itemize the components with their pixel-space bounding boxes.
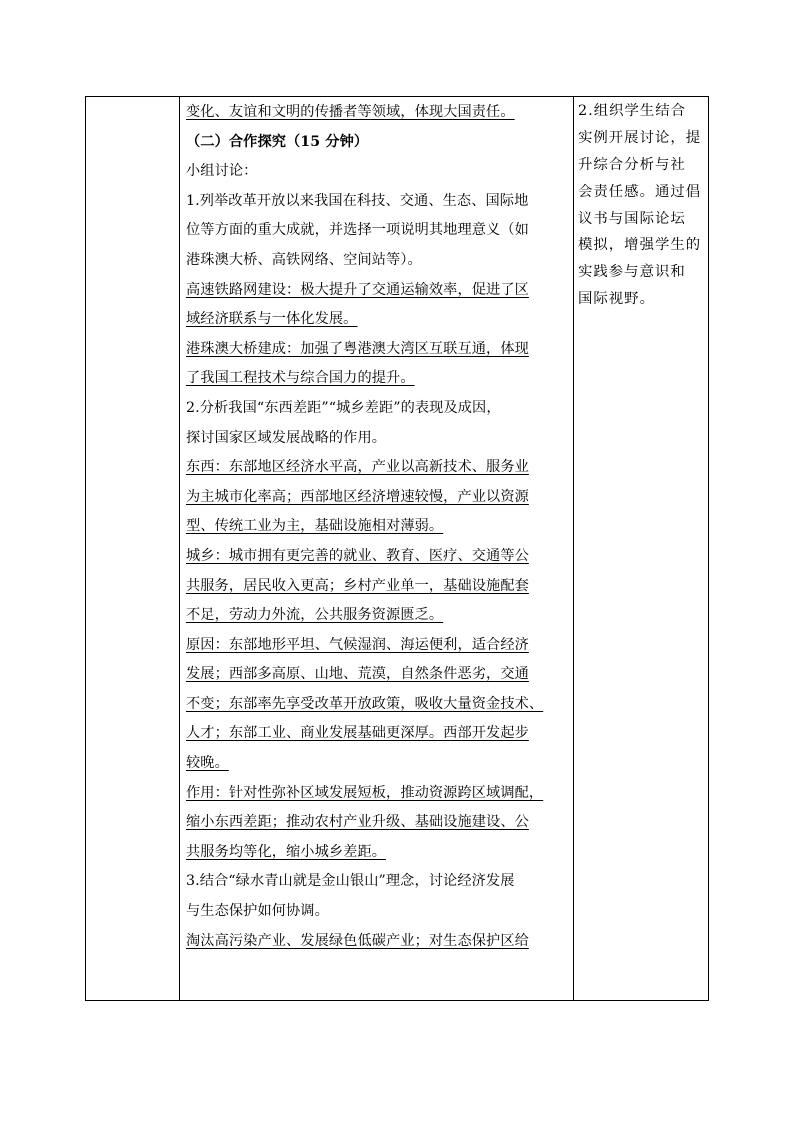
text-line: 港珠澳大桥、高铁网络、空间站等）。 <box>186 251 422 268</box>
answer-line: 不变；东部率先享受改革开放政策，吸收大量资金技术、 <box>186 695 544 712</box>
answer-line: 共服务均等化，缩小城乡差距。 <box>186 843 387 860</box>
answer-line: 较晚。 <box>186 755 229 772</box>
answer-line: 城乡：城市拥有更完善的就业、教育、医疗、交通等公 <box>186 547 529 564</box>
answer-line: 了我国工程技术与综合国力的提升。 <box>186 370 415 387</box>
design-intent-column <box>578 98 704 313</box>
answer-line: 共服务，居民收入更高；乡村产业单一，基础设施配套 <box>186 577 529 594</box>
design-intent-line: 模拟，增强学生的 <box>578 237 702 254</box>
answer-line: 作用：针对性弥补区域发展短板，推动资源跨区域调配， <box>186 784 544 801</box>
design-intent-line: 升综合分析与社 <box>578 156 686 173</box>
text-line: 位等方面的重大成就，并选择一项说明其地理意义（如 <box>186 222 529 239</box>
answer-line: 高速铁路网建设：极大提升了交通运输效率，促进了区 <box>186 281 529 298</box>
answer-line: 为主城市化率高；西部地区经济增速较慢，产业以资源 <box>186 488 529 505</box>
answer-line: 东西：东部地区经济水平高，产业以高新技术、服务业 <box>186 459 529 476</box>
design-intent-line: 2.组织学生结合 <box>578 103 687 119</box>
answer-line: 人才；东部工业、商业发展基础更深厚。西部开发起步 <box>186 725 529 742</box>
section-heading: （二）合作探究（15 分钟） <box>186 133 369 150</box>
text-line: 1.列举改革开放以来我国在科技、交通、生态、国际地 <box>186 192 529 209</box>
text-line: 与生态保护如何协调。 <box>186 903 329 920</box>
design-intent-line: 议书与国际论坛 <box>578 210 686 227</box>
answer-line: 域经济联系与一体化发展。 <box>186 311 358 328</box>
design-intent-line: 国际视野。 <box>578 291 655 308</box>
design-intent-line: 实践参与意识和 <box>578 264 686 281</box>
text-line: 探讨国家区域发展战略的作用。 <box>186 429 387 446</box>
text-line: 2.分析我国“东西差距”“城乡差距”的表现及成因， <box>186 399 501 416</box>
answer-line: 发展；西部多高原、山地、荒漠，自然条件恶劣，交通 <box>186 666 529 683</box>
answer-line: 不足，劳动力外流，公共服务资源匮乏。 <box>186 607 444 624</box>
column-divider-left <box>179 97 180 1000</box>
answer-line: 变化、友谊和文明的传播者等领域，体现大国责任。 <box>186 104 515 120</box>
answer-line: 港珠澳大桥建成：加强了粤港澳大湾区互联互通，体现 <box>186 340 529 357</box>
column-divider-right <box>573 97 574 1000</box>
text-line: 3.结合“绿水青山就是金山银山”理念，讨论经济发展 <box>186 873 515 890</box>
design-intent-line: 会责任感。通过倡 <box>578 183 702 200</box>
answer-line: 淘汰高污染产业、发展绿色低碳产业；对生态保护区给 <box>186 932 529 949</box>
answer-line: 型、传统工业为主，基础设施相对薄弱。 <box>186 518 444 535</box>
teaching-activity-column <box>186 98 571 956</box>
text-line: 小组讨论： <box>186 163 258 180</box>
answer-line: 原因：东部地形平坦、气候湿润、海运便利，适合经济 <box>186 636 529 653</box>
answer-line: 缩小东西差距；推动农村产业升级、基础设施建设、公 <box>186 814 529 831</box>
design-intent-line: 实例开展讨论，提 <box>578 129 702 146</box>
